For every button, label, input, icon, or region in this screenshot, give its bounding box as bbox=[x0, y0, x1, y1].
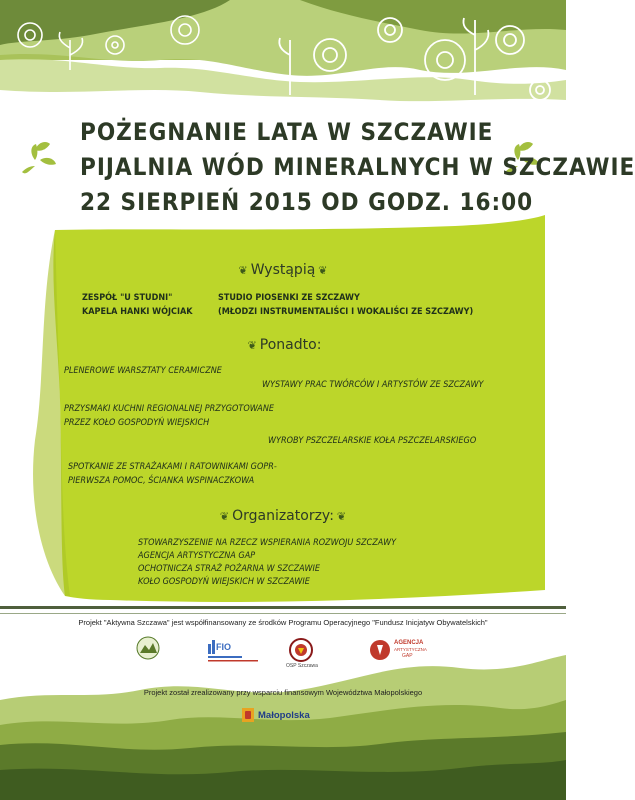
performer-item: STUDIO PIOSENKI ZE SZCZAWY bbox=[218, 293, 360, 303]
footer-divider-thin bbox=[0, 613, 566, 614]
event-title: POŻEGNANIE LATA W SZCZAWIE bbox=[80, 118, 494, 146]
organizers-header-text: Organizatorzy: bbox=[232, 508, 334, 524]
funding-note: Projekt "Aktywna Szczawa" jest współfinansowany ze środków Programu Operacyjnego "Fundusz Inicjatyw Obywatelskich" bbox=[78, 618, 488, 627]
performers-header bbox=[0, 262, 566, 278]
organizer-item: STOWARZYSZENIE NA RZECZ WSPIERANIA ROZWOJU SZCZAWY bbox=[138, 538, 397, 548]
malopolska-logo-text: Małopolska bbox=[258, 709, 310, 721]
leaf-ornament-icon: ❦ bbox=[318, 264, 328, 277]
performers-header-text: Wystąpią bbox=[250, 262, 316, 278]
leaf-ornament-icon: ❦ bbox=[247, 339, 257, 352]
agency-logo-top: AGENCJA bbox=[394, 640, 424, 646]
logo-osp bbox=[290, 639, 312, 661]
activity-item: PLENEROWE WARSZTATY CERAMICZNE bbox=[64, 366, 222, 376]
activity-item: PRZYSMAKI KUCHNI REGIONALNEJ PRZYGOTOWANE bbox=[64, 404, 274, 414]
event-date-time: 22 SIERPIEŃ 2015 OD GODZ. 16:00 bbox=[80, 188, 534, 216]
organizer-item: AGENCJA ARTYSTYCZNA GAP bbox=[138, 551, 256, 561]
footer-divider-top bbox=[0, 606, 566, 609]
fio-logo-text: FIO bbox=[216, 642, 231, 652]
title-leaf-left bbox=[22, 142, 56, 173]
realized-note: Projekt został zrealizowany przy wsparciu finansowym Województwa Małopolskiego bbox=[143, 688, 423, 697]
event-venue: PIJALNIA WÓD MINERALNYCH W SZCZAWIE bbox=[80, 153, 635, 181]
activity-item: PIERWSZA POMOC, ŚCIANKA WSPINACZKOWA bbox=[68, 476, 255, 486]
leaf-ornament-icon: ❦ bbox=[238, 264, 248, 277]
logo-association bbox=[137, 637, 159, 659]
organizers-header bbox=[0, 508, 566, 524]
activity-item: PRZEZ KOŁO GOSPODYŃ WIEJSKICH bbox=[64, 418, 210, 428]
malopolska-flag-icon bbox=[242, 708, 254, 722]
leaf-ornament-icon: ❦ bbox=[219, 510, 230, 523]
logo-agency bbox=[370, 640, 390, 660]
additionally-header-text: Ponadto: bbox=[259, 337, 322, 353]
leaf-ornament-icon: ❦ bbox=[336, 510, 347, 523]
activity-item: SPOTKANIE ZE STRAŻAKAMI I RATOWNIKAMI GOPR- bbox=[68, 462, 277, 472]
osp-logo-text: OSP Szczawa bbox=[286, 663, 318, 669]
organizer-item: KOŁO GOSPODYŃ WIEJSKICH W SZCZAWIE bbox=[138, 577, 310, 587]
activity-item: WYSTAWY PRAC TWÓRCÓW I ARTYSTÓW ZE SZCZAWY bbox=[262, 380, 484, 390]
performer-item: ZESPÓŁ "U STUDNI" bbox=[82, 293, 173, 303]
agency-logo-bottom: GAP bbox=[402, 653, 413, 659]
additionally-header bbox=[0, 337, 566, 353]
organizer-item: OCHOTNICZA STRAŻ POŻARNA W SZCZAWIE bbox=[138, 564, 321, 574]
agency-logo-mid: ARTYSTYCZNA bbox=[394, 647, 427, 652]
performer-item: (MŁODZI INSTRUMENTALIŚCI I WOKALIŚCI ZE SZCZAWY) bbox=[218, 307, 474, 317]
malopolska-logo bbox=[242, 707, 318, 723]
activity-item: WYROBY PSZCZELARSKIE KOŁA PSZCZELARSKIEGO bbox=[268, 436, 477, 446]
performer-item: KAPELA HANKI WÓJCIAK bbox=[82, 307, 193, 317]
